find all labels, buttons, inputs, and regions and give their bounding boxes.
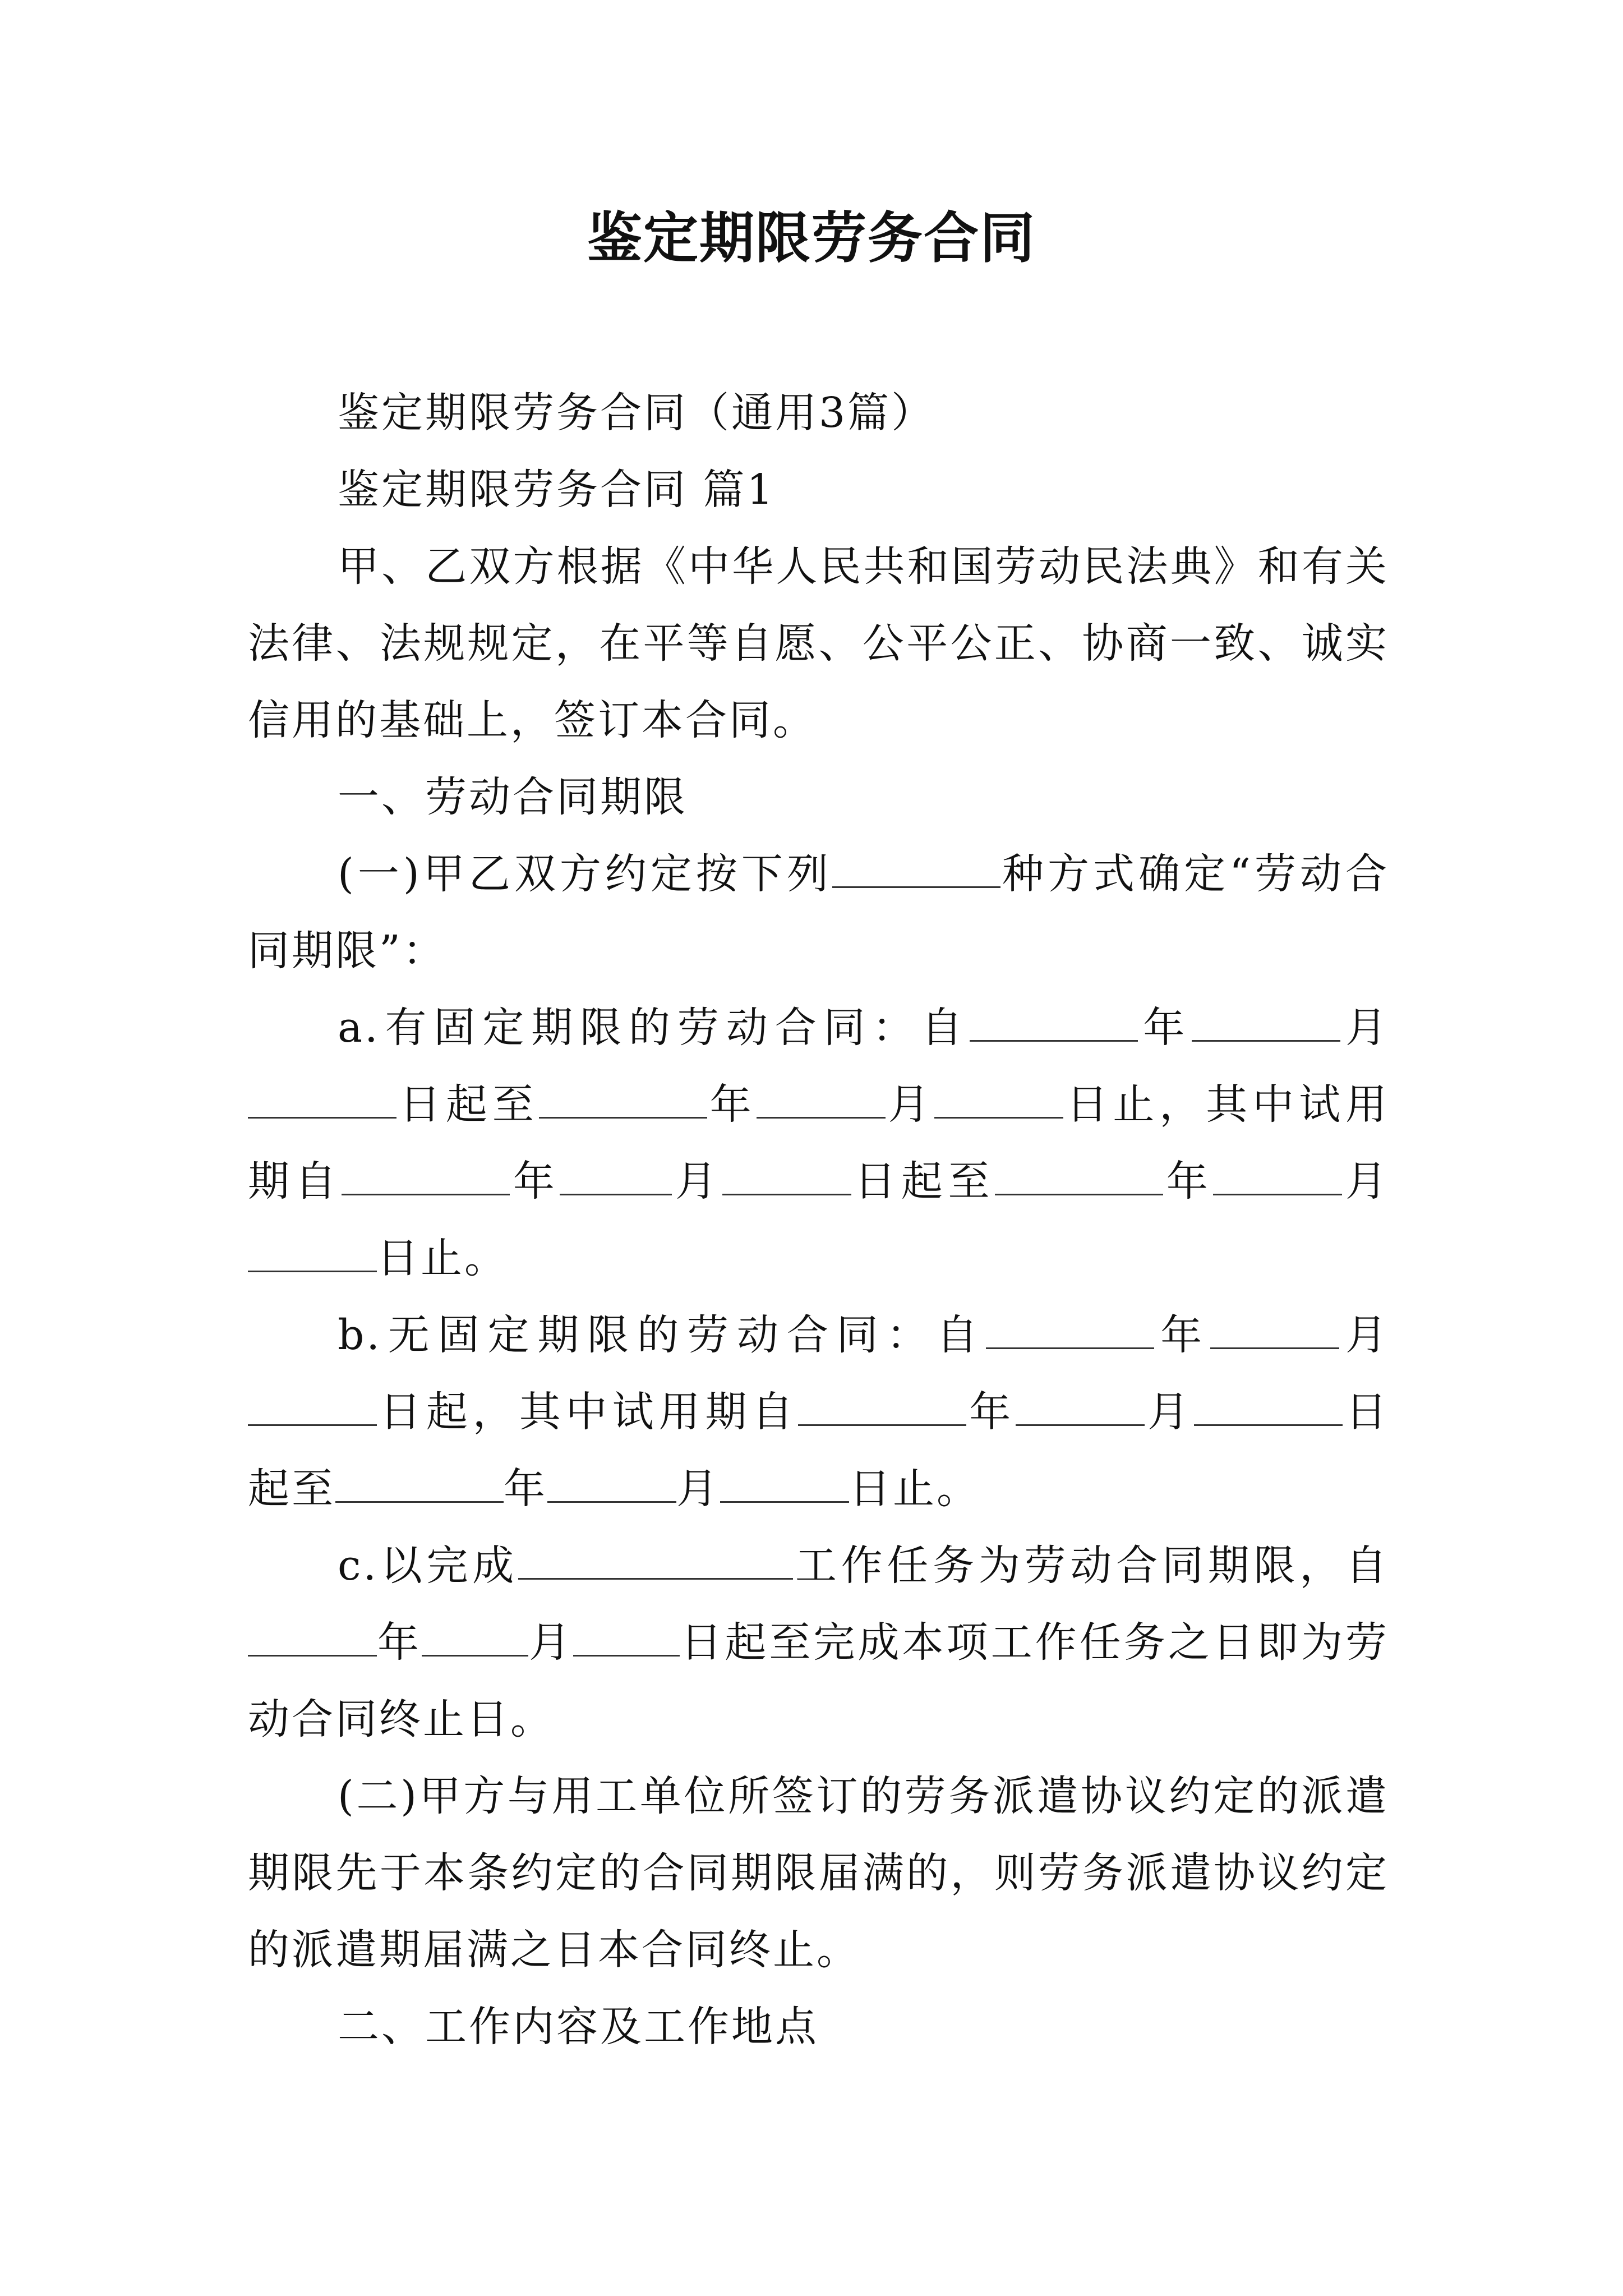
blank-year[interactable]	[342, 1160, 510, 1195]
blank-year[interactable]	[248, 1621, 377, 1657]
clause-a-text: 日起至	[851, 1157, 995, 1205]
heading-work-content: 二、工作内容及工作地点	[338, 2003, 819, 2051]
subtitle: 鉴定期限劳务合同（通用3篇）	[338, 389, 935, 437]
clause-b	[248, 1297, 1389, 1527]
clause-b-text: 日起至	[248, 1388, 1390, 1513]
clause-c-text: 日起至完成本项工作任务之日即为劳动合同终止日。	[248, 1618, 1390, 1743]
blank-month[interactable]	[1213, 1160, 1342, 1195]
blank-day[interactable]	[248, 1083, 396, 1119]
clause-a-text: 年	[510, 1157, 560, 1205]
blank-year[interactable]	[970, 1006, 1138, 1042]
clause-a-text: 月	[885, 1080, 935, 1129]
clause-b-text: 日起，其中试用期自	[377, 1388, 799, 1436]
clause-b-text: 年	[1154, 1311, 1211, 1359]
clause-c-text: 月	[528, 1618, 574, 1667]
clause-a-text: 年	[1138, 1004, 1192, 1052]
clause-a-text: 年	[1163, 1157, 1214, 1205]
blank-day[interactable]	[573, 1621, 680, 1657]
clause-b-text: 日止。	[849, 1465, 980, 1513]
blank-month[interactable]	[560, 1160, 672, 1195]
blank-task[interactable]	[518, 1544, 793, 1580]
intro-paragraph: 甲、乙双方根据《中华人民共和国劳动民法典》和有关法律、法规规定，在平等自愿、公平公正、协商一致、诚实信用的基础上，签订本合同。	[248, 542, 1389, 744]
clause-a	[248, 990, 1389, 1297]
clause-b-text: 月	[1145, 1388, 1195, 1436]
clause-a-text: 日起至	[396, 1080, 539, 1129]
clause-a-text: 日止，其中试用期自	[248, 1080, 1390, 1205]
heading-contract-term: 一、劳动合同期限	[338, 773, 688, 821]
blank-day[interactable]	[1194, 1391, 1343, 1426]
blank-day[interactable]	[934, 1083, 1063, 1119]
clause-b-text: 月	[1339, 1311, 1389, 1359]
blank-year[interactable]	[798, 1391, 966, 1426]
blank-year[interactable]	[986, 1314, 1154, 1349]
clause-a-text: 月	[1340, 1004, 1390, 1052]
blank-day[interactable]	[248, 1237, 377, 1272]
clause-1-2: (二)甲方与用工单位所签订的劳务派遣协议约定的派遣期限先于本条约定的合同期限届满的，则劳务派遣协议约定的派遣期届满之日本合同终止。	[248, 1772, 1389, 1974]
blank-month[interactable]	[547, 1467, 676, 1503]
clause-c-text: 年	[377, 1618, 422, 1667]
blank-year[interactable]	[539, 1083, 707, 1119]
clause-b-text: 月	[676, 1465, 720, 1513]
blank-month[interactable]	[1210, 1314, 1339, 1349]
clause-c-text: c.以完成	[338, 1542, 519, 1590]
clause-a-text: a.有固定期限的劳动合同：自	[338, 1004, 970, 1052]
clause-c	[248, 1527, 1389, 1758]
clause-a-text: 年	[707, 1080, 757, 1129]
document-title: 鉴定期限劳务合同	[587, 206, 1036, 270]
blank-method[interactable]	[832, 853, 1000, 888]
blank-year[interactable]	[995, 1160, 1163, 1195]
clause-a-text: 日止。	[377, 1234, 508, 1282]
section-heading: 鉴定期限劳务合同 篇1	[338, 466, 776, 514]
blank-month[interactable]	[757, 1083, 886, 1119]
document-body	[248, 375, 1389, 2065]
clause-a-text: 月	[672, 1157, 722, 1205]
clause-b-text: b.无固定期限的劳动合同：自	[338, 1311, 986, 1359]
blank-day[interactable]	[720, 1467, 849, 1503]
clause-1-1-text-a: (一)甲乙双方约定按下列	[338, 850, 832, 898]
clause-b-text: 年	[504, 1465, 547, 1513]
clause-1-1	[248, 836, 1389, 990]
blank-day[interactable]	[722, 1160, 851, 1195]
clause-c-text: 工作任务为劳动合同期限，自	[793, 1542, 1390, 1590]
blank-day[interactable]	[248, 1391, 377, 1426]
blank-month[interactable]	[422, 1621, 528, 1657]
clause-1-1-text-b: 种方式确定“劳动合同期限”：	[248, 850, 1389, 975]
clause-b-text: 年	[966, 1388, 1016, 1436]
blank-year[interactable]	[335, 1467, 504, 1503]
blank-month[interactable]	[1192, 1006, 1340, 1042]
blank-month[interactable]	[1016, 1391, 1145, 1426]
clause-a-text: 月	[1342, 1157, 1390, 1205]
